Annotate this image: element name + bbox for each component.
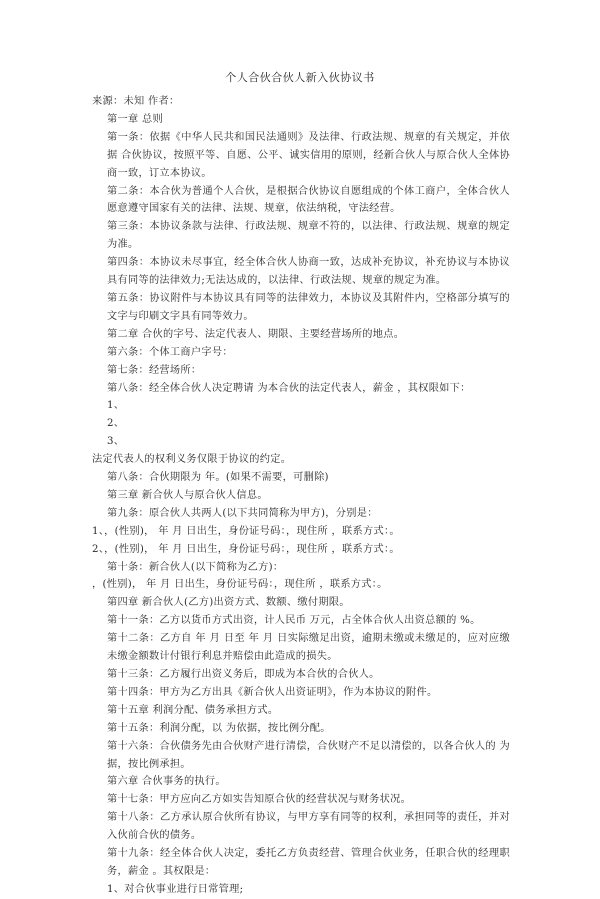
article-paragraph: 第十二条：乙方自 年 月 日至 年 月 日实际缴足出资，逾期未缴或未缴足的，应对应缴未缴金额数计付银行利息并赔偿由此造成的损失。: [107, 633, 510, 663]
article-paragraph: 第七条：经营场所：: [107, 364, 202, 376]
article-paragraph: 第五条：协议附件与本协议具有同等的法律效力，本协议及其附件内，空格部分填写的文字与印刷文字具有同等效力。: [107, 292, 510, 322]
article-paragraph: 第十三条：乙方履行出资义务后，即成为本合伙的合伙人。: [107, 669, 380, 680]
document-title: 个人合伙合伙人新入伙协议书: [225, 71, 375, 84]
article-paragraph: 第十一条：乙方以货币方式出资，计人民币 万元，占全体合伙人出资总额的 %。: [107, 615, 481, 627]
article-paragraph: 第八条：经全体合伙人决定聘请 为本合伙的法定代表人，薪金 ，其权限如下：: [107, 382, 471, 394]
chapter-heading: 第三章 新合伙人与原合伙人信息。: [107, 489, 268, 501]
article-paragraph: 第九条：原合伙人共两人(以下共同简称为甲方)，分别是：: [107, 507, 378, 519]
list-item: ，(性别)， 年 月 日出生，身份证号码：，现住所 ，联系方式：。: [92, 579, 388, 591]
chapter-heading: 第六章 合伙事务的执行。: [107, 776, 226, 788]
chapter-heading: 第十五章 利润分配、债务承担方式。: [107, 704, 279, 716]
list-item: 3、: [107, 436, 125, 448]
article-paragraph: 第十七条：甲方应向乙方如实告知原合伙的经营状况与财务状况。: [107, 794, 412, 806]
article-paragraph: 法定代表人的权利义务仅限于协议的约定。: [92, 454, 292, 466]
article-paragraph: 第十五条：利润分配，以 为依据，按比例分配。: [107, 722, 331, 734]
article-paragraph: 第十条：新合伙人(以下简称为乙方)：: [107, 561, 284, 573]
list-item: 1、对合伙事业进行日常管理;: [107, 883, 244, 895]
list-item: 1、，(性别)， 年 月 日出生，身份证号码：，现住所 ，联系方式：。: [92, 525, 400, 537]
list-item: 2、: [107, 418, 125, 430]
article-paragraph: 第八条：合伙期限为 年。(如果不需要，可删除): [107, 472, 329, 484]
article-paragraph: 第十四条：甲方为乙方出具《新合伙人出资证明》，作为本协议的附件。: [107, 686, 438, 698]
article-paragraph: 第十八条：乙方承认原合伙所有协议，与甲方享有同等的权利，承担同等的责任，并对入伙前合伙的债务。: [107, 812, 510, 842]
article-paragraph: 第十九条：经全体合伙人决定，委托乙方负责经营、管理合伙业务，任职合伙的经理职务，薪金 。其权限是：: [107, 848, 510, 877]
chapter-heading: 第二章 合伙的字号、法定代表人、期限、主要经营场所的地点。: [107, 328, 405, 340]
article-paragraph: 第六条：个体工商户字号：: [107, 346, 233, 358]
article-paragraph: 第四条：本协议未尽事宜，经全体合伙人协商一致，达成补充协议，补充协议与本协议具有同等的法律效力;无法达成的，以法律、行政法规、规章的规定为准。: [107, 257, 510, 287]
list-item: 1、: [107, 400, 125, 412]
article-paragraph: 第一条：依据《中华人民共和国民法通则》及法律、行政法规、规章的有关规定，并依据 合伙协议，按照平等、自愿、公平、诚实信用的原则，经新合伙人与原合伙人全体协商一致，订立本协议。: [107, 131, 510, 179]
chapter-heading: 第四章 新合伙人(乙方)出资方式、数额、缴付期限。: [107, 597, 350, 609]
source-line: 来源：未知 作者：: [92, 96, 180, 107]
article-paragraph: 第二条：本合伙为普通个人合伙，是根据合伙协议自愿组成的个体工商户，全体合伙人愿意遵守国家有关的法律、法规、规章，依法纳税，守法经营。: [107, 185, 510, 215]
list-item: 2、，(性别)， 年 月 日出生，身份证号码：，现住所 ，联系方式：。: [92, 543, 400, 555]
document-body: [92, 93, 510, 899]
article-paragraph: 第三条：本协议条款与法律、行政法规、规章不符的，以法律、行政法规、规章的规定为准。: [107, 221, 510, 251]
chapter-heading: 第一章 总则: [107, 113, 163, 125]
article-paragraph: 第十六条：合伙债务先由合伙财产进行清偿，合伙财产不足以清偿的，以各合伙人的 为据，按比例承担。: [107, 740, 510, 770]
